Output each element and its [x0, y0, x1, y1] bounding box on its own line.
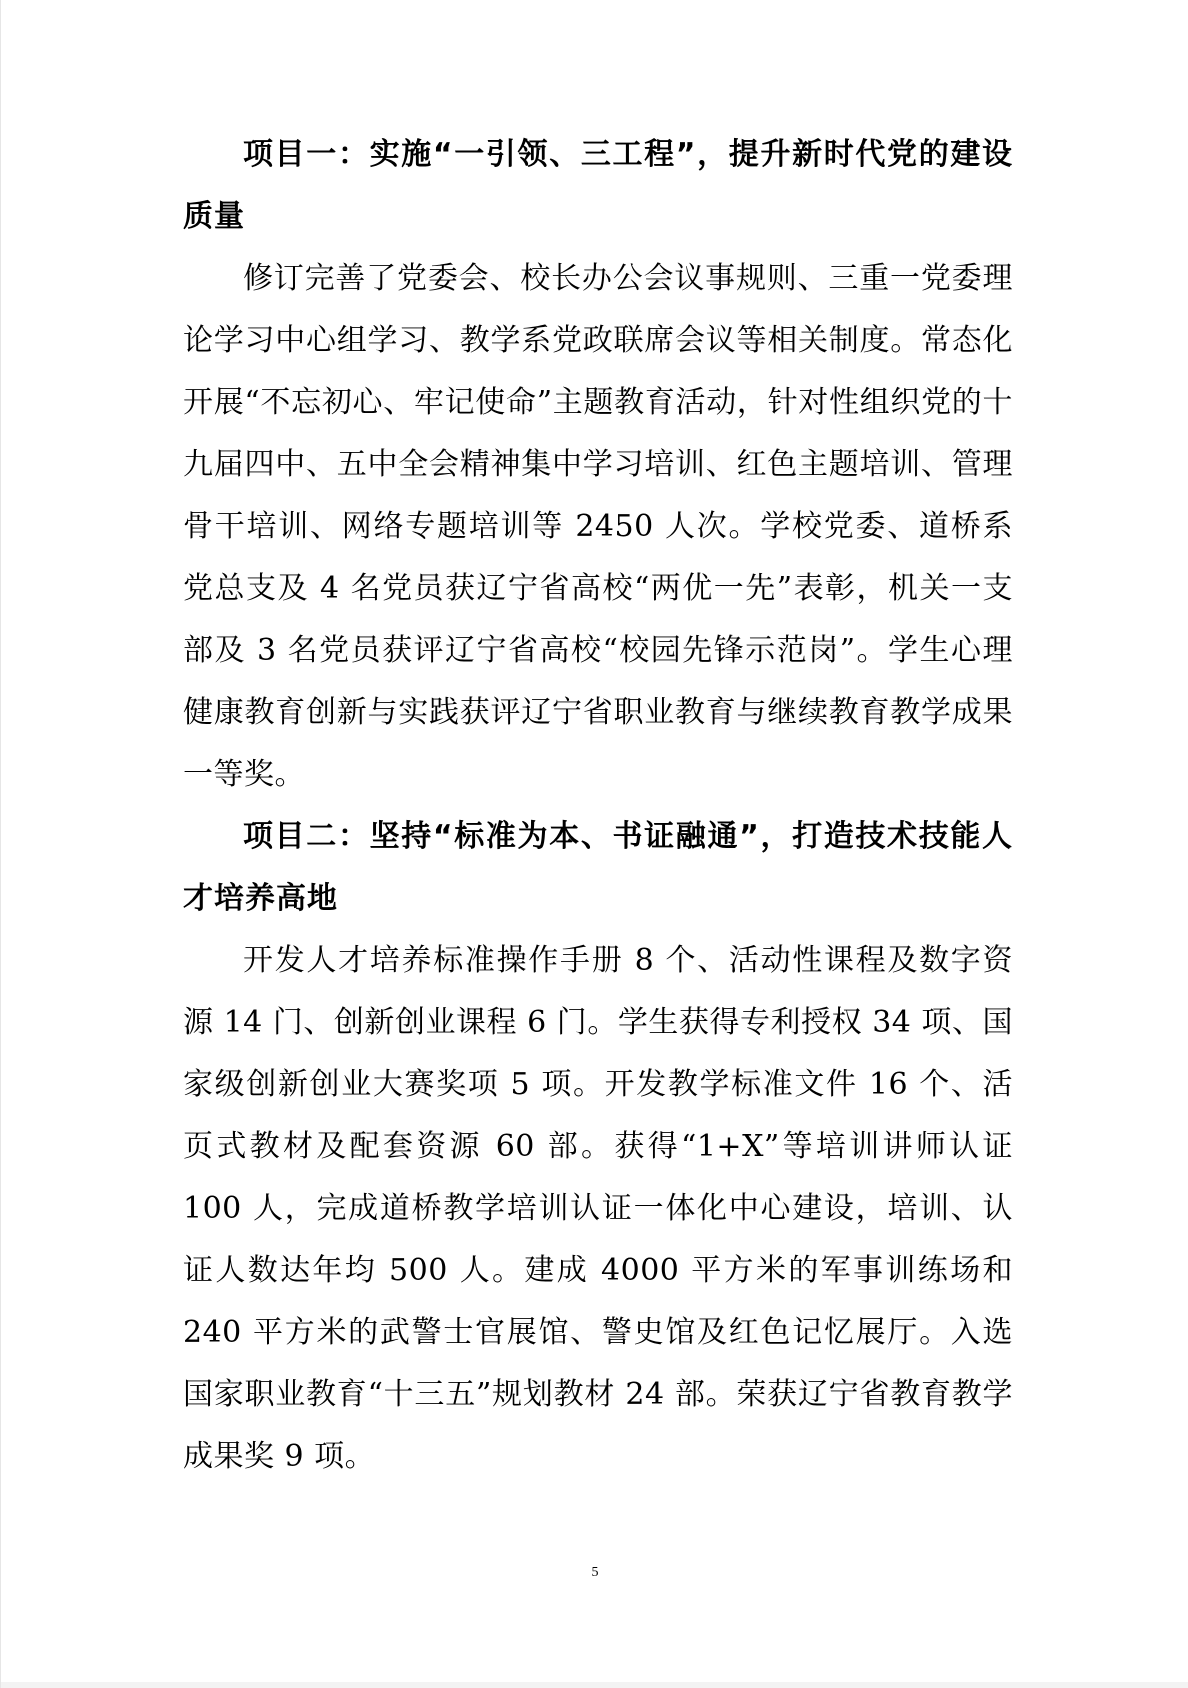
section-heading-2: 项目二：坚持“标准为本、书证融通”，打造技术技能人才培养高地: [183, 819, 1013, 916]
section-paragraph-1: 修订完善了党委会、校长办公会议事规则、三重一党委理论学习中心组学习、教学系党政联席会议等相关制度。常态化开展“不忘初心、牢记使命”主题教育活动，针对性组织党的十九届四中、五中全会精神集中学习培训、红色主题培训、管理骨干培训、网络专题培训等 2450 人次。学校党委、道桥系党总支及 4 名党员获辽宁省高校“两优一先”表彰，机关一支部及 3 名党员获评辽宁省高校“校园先锋示范岗”。学生心理健康教育创新与实践获评辽宁省职业教育与继续教育教学成果一等奖。: [183, 261, 1013, 792]
page-bottom-edge: [1, 1682, 1188, 1688]
section-heading-1: 项目一：实施“一引领、三工程”，提升新时代党的建设质量: [183, 137, 1013, 234]
page-number: 5: [591, 1565, 599, 1580]
section-paragraph-2: 开发人才培养标准操作手册 8 个、活动性课程及数字资源 14 门、创新创业课程 6 门。学生获得专利授权 34 项、国家级创新创业大赛奖项 5 项。开发教学标准文件 16 个、活页式教材及配套资源 60 部。获得“1+X”等培训讲师认证 100 人，完成道桥教学培训认证一体化中心建设，培训、认证人数达年均 500 人。建成 4000 平方米的军事训练场和 240 平方米的武警士官展馆、警史馆及红色记忆展厅。入选国家职业教育“十三五”规划教材 24 部。荣获辽宁省教育教学成果奖 9 项。: [183, 943, 1013, 1474]
document-body: [183, 124, 1013, 1488]
